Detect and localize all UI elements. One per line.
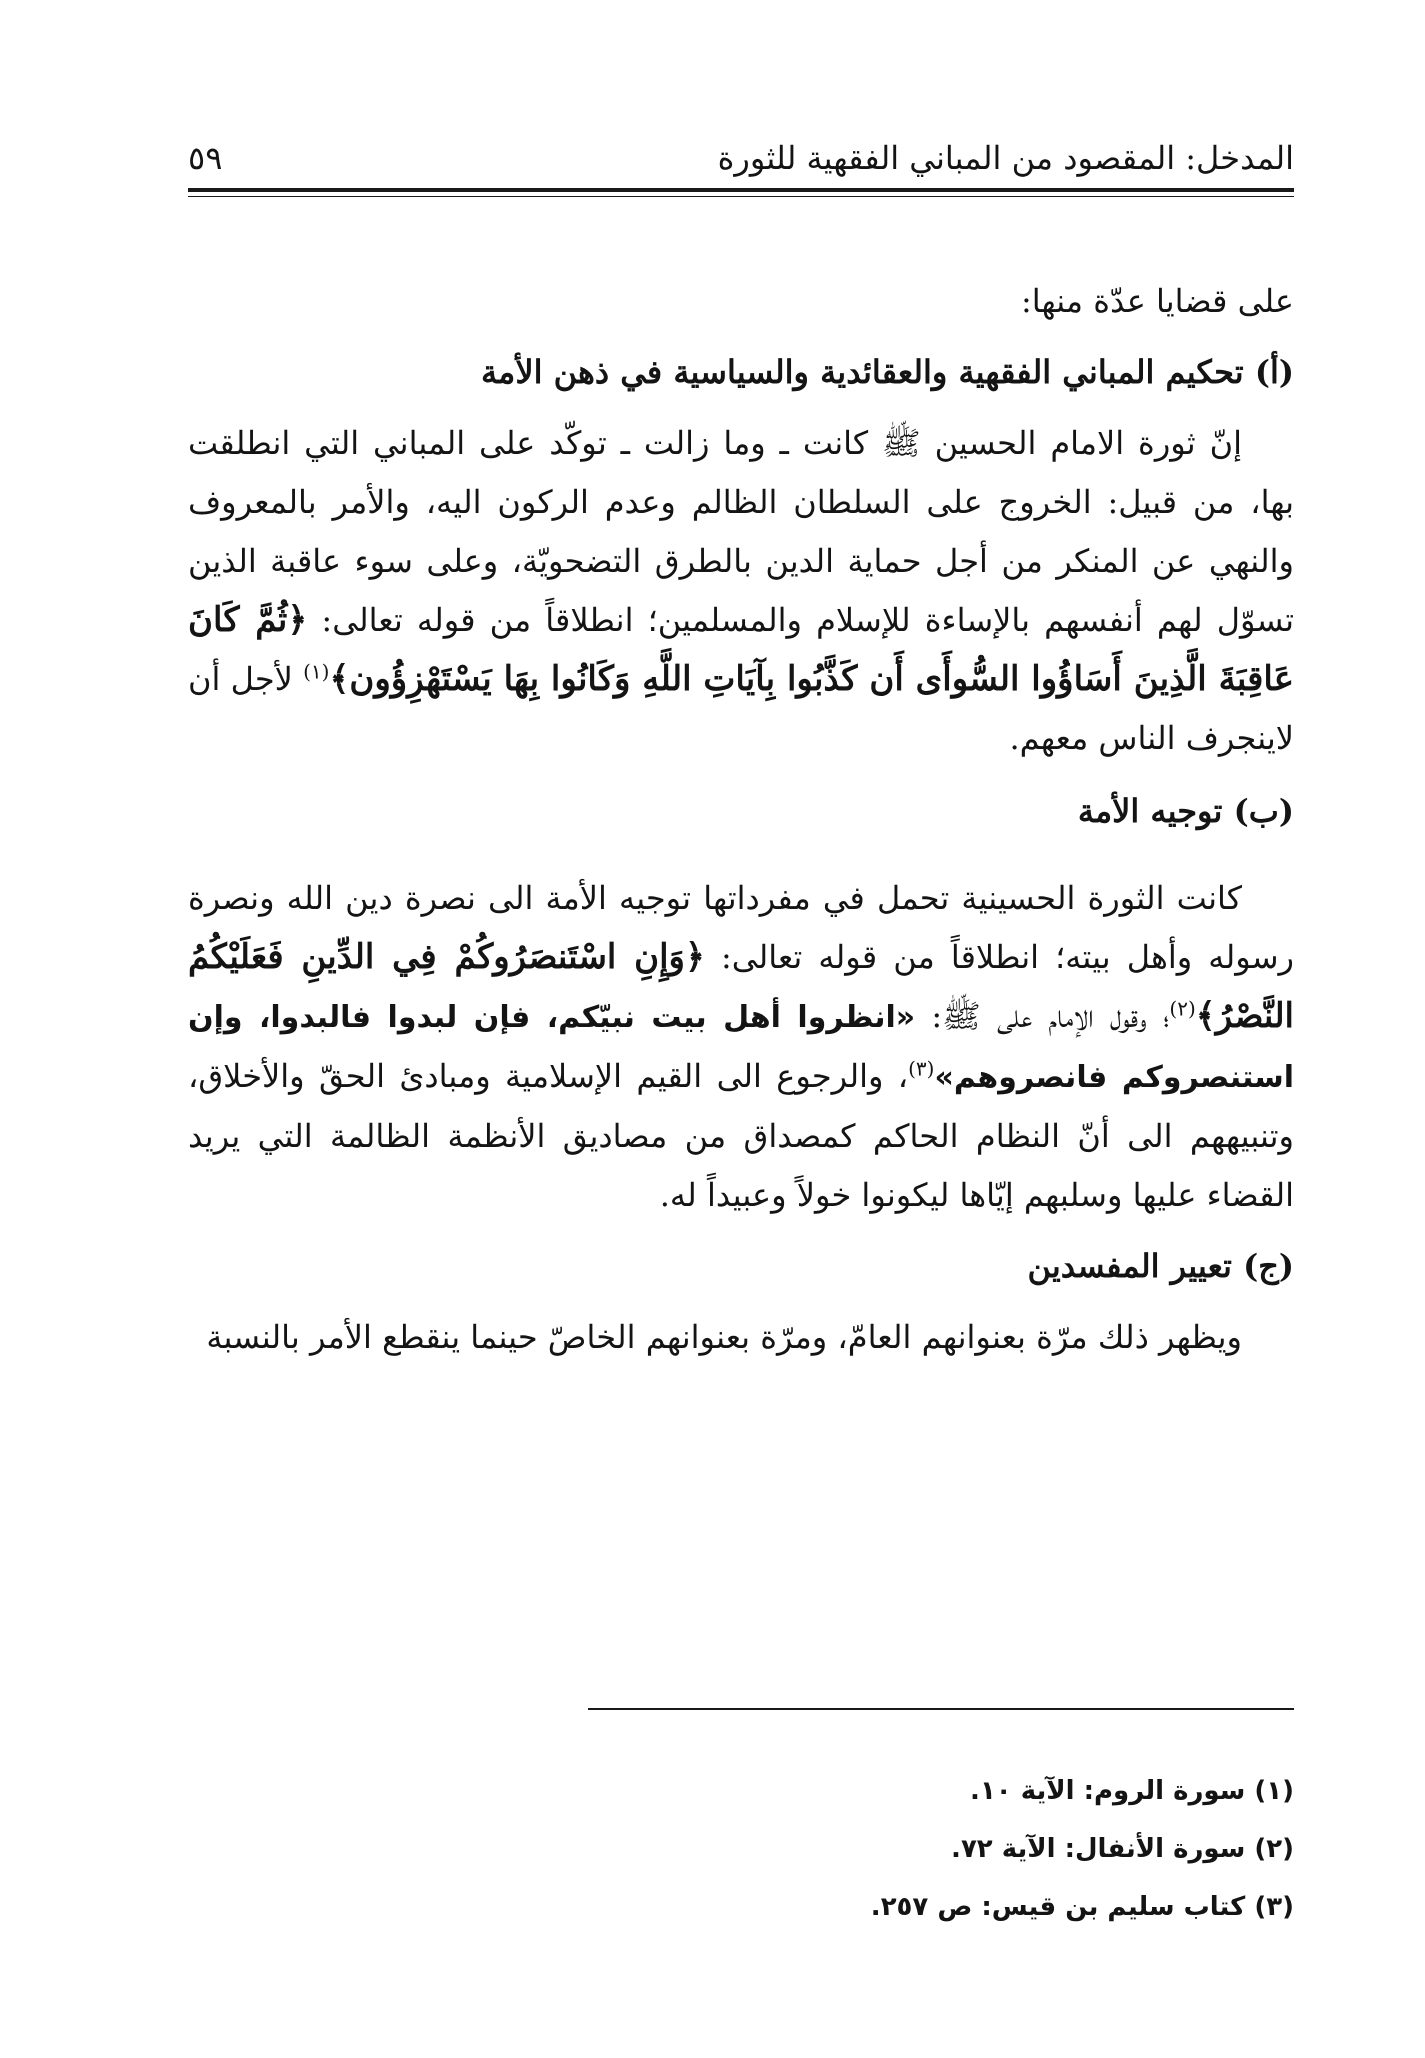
page-number: ٥٩ [188,139,223,177]
header-title: المدخل: المقصود من المباني الفقهية للثورة [717,139,1294,177]
running-header [188,138,1294,178]
section-a-heading: (أ) تحكيم المباني الفقهية والعقائدية والسياسية في ذهن الأمة [481,353,1294,391]
section-a-text-before: إنّ ثورة الامام الحسين ﷺ كانت ـ وما زالت ـ توكّد على المباني التي انطلقت بها، من قبيل: الخروج على السلطان الظالم وعدم الركون اليه، والأمر بالمعروف والنهي عن المنكر من أجل حماية الدين بالطرق التضحويّة، وعلى سوء عاقبة الذين تسوّل لهم أنفسهم بالإساءة للإسلام والمسلمين؛ انطلاقاً من قوله تعالى: [188,424,1294,639]
section-c-heading: (ج) تعيير المفسدين [1027,1247,1294,1285]
section-b-paragraph [188,869,1294,1225]
header-rule-thick [188,188,1294,192]
footnote-ref-2: (٢) [1169,996,1196,1021]
intro-line: على قضايا عدّة منها: [1020,282,1294,320]
hadith-quote: «انظروا أهل بيت نبيّكم، فإن لبدوا فالبدوا، وإن استنصروكم فانصروهم» [188,1000,1294,1095]
footnote-ref-3: (٣) [908,1056,935,1081]
footnote-3: (٣) كتاب سليم بن قيس: ص ٢٥٧. [870,1892,1294,1922]
section-c-paragraph: ويظهر ذلك مرّة بعنوانهم العامّ، ومرّة بعنوانهم الخاصّ حينما ينقطع الأمر بالنسبة [206,1318,1242,1356]
main-text [188,272,1294,1367]
section-a-paragraph [188,414,1294,768]
section-b-heading: (ب) توجيه الأمة [1077,792,1294,830]
header-rule-thin [188,196,1294,197]
footnotes [188,1762,1294,1936]
section-b-text-before: كانت الثورة الحسينية تحمل في مفرداتها توجيه الأمة الى نصرة دين الله ونصرة رسوله وأهل بيته؛ انطلاقاً من قوله تعالى: [188,879,1295,976]
quran-verse-1: ﴿ثُمَّ كَانَ عَاقِبَةَ الَّذِينَ أَسَاؤُوا السُّوأَى أَن كَذَّبُوا بِآيَاتِ اللَّهِ وَكَانُوا بِهَا يَسْتَهْزِؤُون﴾ [188,600,1295,699]
section-b-text-after: ، والرجوع الى القيم الإسلامية ومبادئ الحقّ والأخلاق، وتنبيههم الى أنّ النظام الحاكم كمصداق من مصاديق الأنظمة الظالمة التي يريد القضاء عليها وسلبهم إيّاها ليكونوا خولاً وعبيداً له. [188,1057,1294,1214]
section-a-text-after: لأجل أن لاينجرف الناس معهم. [188,660,1294,757]
footnote-ref-1: (١) [303,659,330,684]
footnote-2: (٢) سورة الأنفال: الآية ٧٢. [951,1834,1294,1864]
quran-verse-2: ﴿وَإِنِ اسْتَنصَرُوكُمْ فِي الدِّينِ فَعَلَيْكُمُ النَّصْرُ﴾ [188,937,1294,1036]
footnote-separator [588,1708,1294,1710]
section-b-text-middle: ؛ وقول الإمام على ﷺ: [915,997,1170,1035]
footnote-1: (١) سورة الروم: الآية ١٠. [970,1776,1294,1806]
